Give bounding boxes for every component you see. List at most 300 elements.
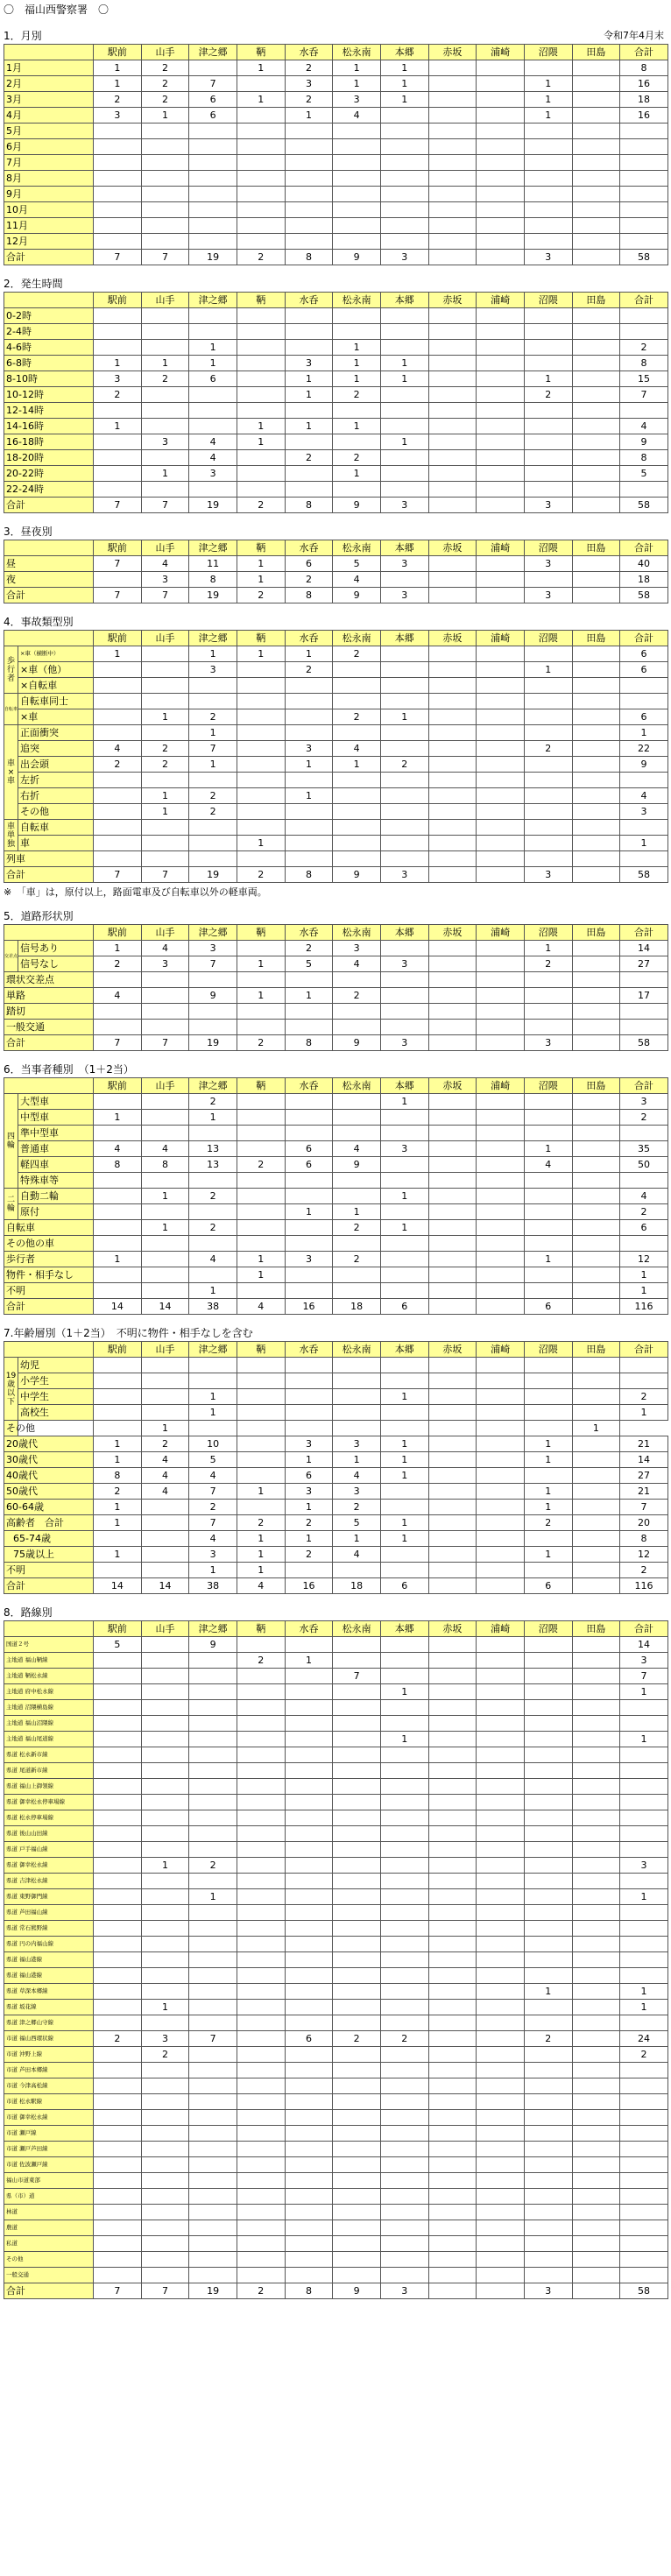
column-header: 赤坂 <box>428 45 477 60</box>
row-label: 11月 <box>4 218 94 234</box>
data-cell <box>620 1358 668 1373</box>
table-row <box>4 1952 668 1968</box>
row-label: 福山市道東部 <box>4 2173 94 2189</box>
data-cell <box>333 836 381 851</box>
data-cell <box>572 76 620 92</box>
data-cell <box>94 2142 142 2157</box>
data-cell <box>285 1716 333 1732</box>
table-row <box>4 556 668 572</box>
data-cell <box>477 2126 525 2142</box>
data-cell <box>380 202 428 218</box>
data-cell <box>524 1563 572 1578</box>
data-cell <box>428 1004 477 1020</box>
data-cell <box>572 556 620 572</box>
data-cell <box>285 124 333 139</box>
data-cell <box>620 1716 668 1732</box>
data-cell: 8 <box>94 1468 142 1484</box>
data-cell <box>189 2110 237 2126</box>
data-cell <box>94 139 142 155</box>
row-label: 踏切 <box>4 1004 94 1020</box>
data-cell <box>237 804 285 820</box>
data-cell <box>94 1921 142 1937</box>
data-cell <box>428 1968 477 1984</box>
row-label: 合計 <box>4 1035 94 1051</box>
data-cell <box>141 202 189 218</box>
data-cell <box>189 1810 237 1826</box>
data-cell <box>477 956 525 972</box>
data-cell <box>141 2110 189 2126</box>
data-cell <box>477 1468 525 1484</box>
data-cell <box>380 1252 428 1267</box>
data-cell <box>428 1747 477 1763</box>
data-cell <box>477 1826 525 1842</box>
data-cell <box>141 1236 189 1252</box>
data-cell <box>428 2094 477 2110</box>
data-cell <box>477 1035 525 1051</box>
data-cell <box>524 2015 572 2031</box>
data-cell <box>94 1747 142 1763</box>
data-cell <box>237 2000 285 2015</box>
column-header: 津之郷 <box>189 631 237 646</box>
table-road <box>4 924 668 1051</box>
data-cell <box>477 572 525 588</box>
data-cell: 16 <box>285 1299 333 1315</box>
data-cell <box>477 356 525 371</box>
data-cell <box>428 1937 477 1952</box>
data-cell <box>94 2268 142 2283</box>
data-cell <box>620 678 668 694</box>
data-cell <box>428 155 477 171</box>
data-cell <box>189 482 237 498</box>
data-cell <box>524 2047 572 2063</box>
data-cell <box>333 1653 381 1669</box>
data-cell <box>524 694 572 709</box>
data-cell: 2 <box>285 941 333 956</box>
data-cell: 3 <box>524 1035 572 1051</box>
data-cell <box>333 1858 381 1874</box>
data-cell: 1 <box>285 646 333 662</box>
table-row <box>4 1126 668 1141</box>
data-cell <box>237 851 285 867</box>
data-cell <box>524 2110 572 2126</box>
table-row <box>4 2283 668 2299</box>
column-header: 駅前 <box>94 1342 142 1358</box>
data-cell <box>237 2157 285 2173</box>
data-cell <box>237 662 285 678</box>
data-cell <box>428 434 477 450</box>
column-header: 水呑 <box>285 925 333 941</box>
data-cell <box>572 482 620 498</box>
data-cell <box>428 1299 477 1315</box>
data-cell: 1 <box>189 1889 237 1905</box>
data-cell <box>524 202 572 218</box>
data-cell <box>94 836 142 851</box>
table-row <box>4 498 668 513</box>
data-cell <box>380 1653 428 1669</box>
data-cell <box>477 2078 525 2094</box>
data-cell: 58 <box>620 250 668 265</box>
table-row <box>4 1563 668 1578</box>
data-cell <box>524 2268 572 2283</box>
data-cell <box>94 2126 142 2142</box>
data-cell: 1 <box>524 1500 572 1515</box>
data-cell: 58 <box>620 1035 668 1051</box>
data-cell <box>94 1373 142 1389</box>
data-cell: 1 <box>524 1252 572 1267</box>
data-cell: 19 <box>189 1035 237 1051</box>
data-cell: 1 <box>333 60 381 76</box>
data-cell: 2 <box>94 387 142 403</box>
document-title: 〇 福山西警察署 〇 <box>4 4 109 16</box>
data-cell <box>380 1563 428 1578</box>
data-cell <box>524 1747 572 1763</box>
data-cell <box>477 1747 525 1763</box>
column-header: 駅前 <box>94 45 142 60</box>
data-cell <box>477 678 525 694</box>
table-row <box>4 836 668 851</box>
data-cell: 19 <box>189 498 237 513</box>
data-cell <box>572 1531 620 1547</box>
data-cell <box>524 773 572 788</box>
data-cell <box>572 2063 620 2078</box>
data-cell: 9 <box>333 2283 381 2299</box>
data-cell <box>428 1389 477 1405</box>
data-cell <box>141 1267 189 1283</box>
data-cell <box>237 972 285 988</box>
data-cell <box>572 2205 620 2220</box>
data-cell <box>94 450 142 466</box>
data-cell <box>524 2157 572 2173</box>
data-cell <box>380 419 428 434</box>
data-cell <box>572 2031 620 2047</box>
data-cell: 116 <box>620 1299 668 1315</box>
data-cell: 8 <box>620 450 668 466</box>
data-cell <box>380 1500 428 1515</box>
data-cell <box>428 2142 477 2157</box>
table-row <box>4 1921 668 1937</box>
row-label: 10月 <box>4 202 94 218</box>
data-cell: 14 <box>620 1452 668 1468</box>
data-cell <box>428 108 477 124</box>
data-cell <box>94 2110 142 2126</box>
data-cell: 1 <box>333 1531 381 1547</box>
column-header: 合計 <box>620 293 668 308</box>
data-cell: 1 <box>94 60 142 76</box>
data-cell <box>572 466 620 482</box>
data-cell: 1 <box>380 60 428 76</box>
table-row <box>4 1141 668 1157</box>
data-cell <box>237 2094 285 2110</box>
data-cell <box>477 1389 525 1405</box>
data-cell: 1 <box>524 1436 572 1452</box>
data-cell: 1 <box>524 1484 572 1500</box>
table-row <box>4 1578 668 1594</box>
data-cell <box>572 988 620 1004</box>
row-label: 車 <box>18 836 94 851</box>
data-cell: 1 <box>237 572 285 588</box>
data-cell <box>141 2078 189 2094</box>
data-cell <box>333 2047 381 2063</box>
data-cell <box>141 1952 189 1968</box>
data-cell <box>141 1405 189 1421</box>
data-cell <box>380 1373 428 1389</box>
data-cell <box>572 1220 620 1236</box>
data-cell <box>189 1373 237 1389</box>
column-header: 水呑 <box>285 1078 333 1094</box>
data-cell: 2 <box>620 1204 668 1220</box>
data-cell <box>285 2047 333 2063</box>
row-label: 6-8時 <box>4 356 94 371</box>
table-row <box>4 773 668 788</box>
data-cell <box>477 1716 525 1732</box>
column-header: 鞆 <box>237 45 285 60</box>
row-label: 私道 <box>4 2236 94 2252</box>
column-header: 本郷 <box>380 1342 428 1358</box>
data-cell <box>620 2205 668 2220</box>
data-cell <box>285 725 333 741</box>
data-cell <box>285 820 333 836</box>
data-cell <box>141 1389 189 1405</box>
data-cell <box>189 1874 237 1889</box>
table-row <box>4 694 668 709</box>
data-cell <box>524 2094 572 2110</box>
data-cell <box>94 2000 142 2015</box>
table-row <box>4 757 668 773</box>
table-row <box>4 1763 668 1779</box>
data-cell <box>141 124 189 139</box>
data-cell: 3 <box>94 108 142 124</box>
data-cell <box>237 2126 285 2142</box>
header-corner <box>4 1621 94 1637</box>
row-label: 歩行者 <box>4 1252 94 1267</box>
data-cell <box>285 1110 333 1126</box>
data-cell <box>572 2142 620 2157</box>
row-label: 県道 福山港線 <box>4 1968 94 1984</box>
data-cell <box>141 1653 189 1669</box>
data-cell <box>524 403 572 419</box>
data-cell <box>524 171 572 187</box>
row-label: 合計 <box>4 498 94 513</box>
data-cell <box>524 1531 572 1547</box>
data-cell <box>620 1747 668 1763</box>
data-cell <box>141 2063 189 2078</box>
row-label: 物件・相手なし <box>4 1267 94 1283</box>
data-cell <box>285 1763 333 1779</box>
data-cell <box>285 804 333 820</box>
data-cell: 7 <box>620 1669 668 1684</box>
data-cell <box>285 1358 333 1373</box>
data-cell: 2 <box>237 1035 285 1051</box>
data-cell <box>477 60 525 76</box>
table-row <box>4 1732 668 1747</box>
data-cell <box>333 678 381 694</box>
data-cell: 4 <box>333 108 381 124</box>
data-cell: 4 <box>333 572 381 588</box>
data-cell <box>189 836 237 851</box>
data-cell: 1 <box>620 1405 668 1421</box>
data-cell <box>477 1578 525 1594</box>
data-cell: 3 <box>333 941 381 956</box>
data-cell <box>524 2205 572 2220</box>
data-cell <box>477 1669 525 1684</box>
data-cell: 1 <box>285 1452 333 1468</box>
data-cell <box>333 2110 381 2126</box>
table-row <box>4 450 668 466</box>
data-cell <box>380 387 428 403</box>
data-cell <box>380 2126 428 2142</box>
data-cell <box>572 804 620 820</box>
data-cell: 2 <box>94 956 142 972</box>
data-cell <box>620 1173 668 1189</box>
table-row <box>4 1020 668 1035</box>
data-cell <box>524 2142 572 2157</box>
data-cell <box>524 678 572 694</box>
data-cell <box>94 2157 142 2173</box>
data-cell <box>524 1952 572 1968</box>
data-cell: 1 <box>380 1531 428 1547</box>
data-cell <box>285 2142 333 2157</box>
row-group-label: 歩行者 <box>4 646 18 694</box>
data-cell <box>333 1267 381 1283</box>
data-cell <box>333 1732 381 1747</box>
data-cell: 8 <box>620 60 668 76</box>
data-cell <box>428 1035 477 1051</box>
data-cell: 1 <box>285 1531 333 1547</box>
data-cell <box>141 403 189 419</box>
data-cell: 2 <box>141 60 189 76</box>
table-row <box>4 1716 668 1732</box>
data-cell <box>620 2173 668 2189</box>
data-cell <box>380 124 428 139</box>
row-label: 県道 後山山田線 <box>4 1826 94 1842</box>
data-cell: 2 <box>524 956 572 972</box>
data-cell <box>620 1810 668 1826</box>
data-cell: 7 <box>189 2031 237 2047</box>
data-cell <box>524 1004 572 1020</box>
data-cell <box>189 419 237 434</box>
data-cell <box>572 450 620 466</box>
data-cell <box>237 1141 285 1157</box>
row-label: 30歳代 <box>4 1452 94 1468</box>
data-cell <box>428 1921 477 1937</box>
data-cell: 6 <box>189 108 237 124</box>
data-cell <box>572 419 620 434</box>
data-cell: 1 <box>141 1858 189 1874</box>
data-cell <box>572 187 620 202</box>
row-label: 12-14時 <box>4 403 94 419</box>
row-group-label: 交差点 <box>4 941 18 972</box>
data-cell <box>428 1716 477 1732</box>
data-cell <box>524 60 572 76</box>
data-cell <box>477 387 525 403</box>
data-cell <box>477 773 525 788</box>
row-label: 県道 吉津松永線 <box>4 1874 94 1889</box>
data-cell <box>477 1252 525 1267</box>
section-header <box>0 18 671 44</box>
data-cell: 4 <box>237 1578 285 1594</box>
data-cell <box>380 218 428 234</box>
data-cell <box>572 434 620 450</box>
data-cell <box>477 1921 525 1937</box>
data-cell: 8 <box>620 356 668 371</box>
data-cell <box>189 2063 237 2078</box>
data-cell: 2 <box>237 1157 285 1173</box>
section-header <box>0 1051 671 1077</box>
data-cell: 7 <box>94 498 142 513</box>
data-cell: 4 <box>141 1452 189 1468</box>
data-cell <box>285 1126 333 1141</box>
data-cell <box>380 308 428 324</box>
data-cell <box>380 741 428 757</box>
data-cell <box>620 2236 668 2252</box>
data-cell <box>285 2236 333 2252</box>
data-cell: 1 <box>524 92 572 108</box>
data-cell: 9 <box>333 588 381 603</box>
data-cell <box>237 1669 285 1684</box>
data-cell <box>189 773 237 788</box>
data-cell <box>333 1020 381 1035</box>
data-cell <box>285 1984 333 2000</box>
data-cell <box>620 218 668 234</box>
data-cell <box>237 1436 285 1452</box>
data-cell <box>237 1826 285 1842</box>
column-header: 本郷 <box>380 1621 428 1637</box>
data-cell: 3 <box>189 662 237 678</box>
data-cell <box>285 1700 333 1716</box>
data-cell <box>477 76 525 92</box>
data-cell: 7 <box>141 250 189 265</box>
row-label: 県道 戸手福山線 <box>4 1842 94 1858</box>
row-label: 県道 松永新市線 <box>4 1747 94 1763</box>
data-cell <box>572 1578 620 1594</box>
table-row <box>4 1858 668 1874</box>
data-cell <box>189 2236 237 2252</box>
data-cell: 5 <box>285 956 333 972</box>
data-cell <box>428 340 477 356</box>
table-row <box>4 1810 668 1826</box>
data-cell: 7 <box>620 387 668 403</box>
data-cell <box>285 2015 333 2031</box>
data-cell <box>189 187 237 202</box>
data-cell <box>428 678 477 694</box>
data-cell: 4 <box>333 1468 381 1484</box>
table-row <box>4 2047 668 2063</box>
data-cell <box>620 2110 668 2126</box>
row-label: 準中型車 <box>18 1126 94 1141</box>
data-cell <box>477 2189 525 2205</box>
row-label: 農道 <box>4 2220 94 2236</box>
data-cell: 1 <box>237 556 285 572</box>
row-label: 市道 今津高松線 <box>4 2078 94 2094</box>
data-cell <box>333 434 381 450</box>
data-cell: 3 <box>380 1035 428 1051</box>
data-cell <box>524 2252 572 2268</box>
data-cell <box>428 2000 477 2015</box>
data-cell <box>94 482 142 498</box>
data-cell <box>94 2252 142 2268</box>
data-cell <box>285 709 333 725</box>
header-row <box>4 925 668 941</box>
data-cell <box>237 1795 285 1810</box>
data-cell: 7 <box>620 1500 668 1515</box>
data-cell: 3 <box>380 2283 428 2299</box>
data-cell <box>141 2220 189 2236</box>
data-cell <box>94 403 142 419</box>
data-cell: 4 <box>620 1189 668 1204</box>
data-cell <box>620 187 668 202</box>
data-cell <box>428 1653 477 1669</box>
row-label: 県道 津之郷山守線 <box>4 2015 94 2031</box>
